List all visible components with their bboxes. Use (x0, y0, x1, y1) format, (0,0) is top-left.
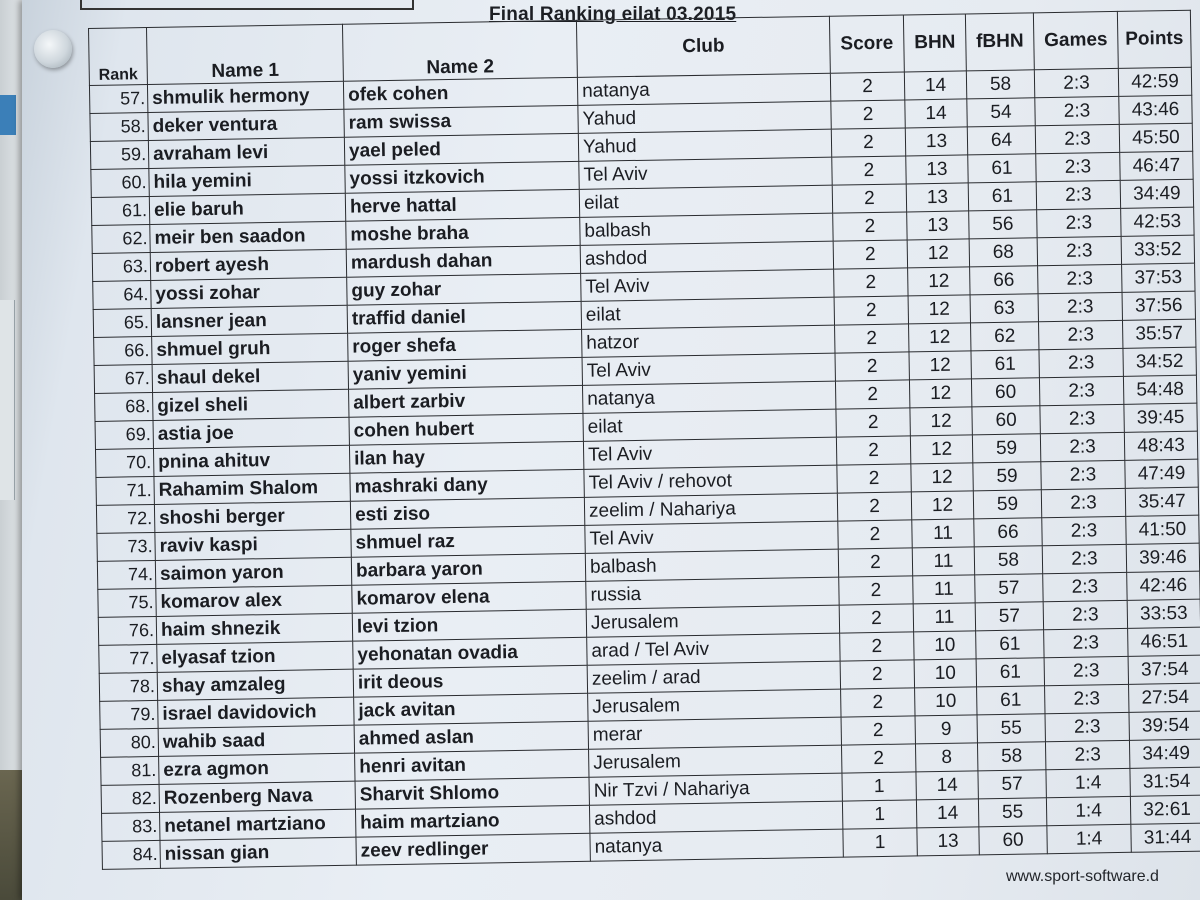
row-games: 2:3 (1038, 264, 1122, 293)
row-name1: deker ventura (148, 109, 344, 140)
board-blue-strip (0, 95, 16, 135)
row-rank: 71. (96, 476, 154, 505)
row-games: 2:3 (1045, 684, 1129, 713)
row-rank: 79. (100, 700, 158, 729)
row-name1: shay amzaleg (157, 669, 353, 700)
row-name2: ilan hay (349, 441, 583, 473)
row-points: 45:50 (1119, 123, 1192, 152)
row-name2: komarov elena (352, 581, 586, 613)
row-games: 2:3 (1044, 656, 1128, 685)
row-name1: shmulik hermony (147, 81, 343, 112)
row-games: 2:3 (1045, 712, 1129, 741)
row-fbhn: 57 (975, 602, 1043, 631)
row-score: 2 (835, 380, 909, 409)
row-score: 2 (832, 156, 906, 185)
row-name2: yehonatan ovadia (353, 637, 587, 669)
row-score: 2 (841, 744, 915, 773)
table-body (89, 67, 1200, 869)
row-bhn: 11 (912, 519, 974, 548)
row-games: 2:3 (1040, 432, 1124, 461)
row-rank: 81. (101, 756, 159, 785)
row-games: 2:3 (1045, 740, 1129, 769)
row-name1: netanel martziano (160, 809, 356, 840)
row-games: 2:3 (1039, 320, 1123, 349)
row-name2: henri avitan (355, 749, 589, 781)
row-score: 2 (841, 688, 915, 717)
row-name1: shoshi berger (154, 501, 350, 532)
row-games: 2:3 (1036, 152, 1120, 181)
row-rank: 83. (102, 812, 160, 841)
header-club: Club (576, 16, 830, 77)
row-games: 2:3 (1040, 404, 1124, 433)
row-club: natanya (577, 73, 830, 105)
row-club: Tel Aviv (582, 353, 835, 385)
row-score: 1 (842, 800, 916, 829)
row-name2: haim martziano (355, 805, 589, 837)
row-games: 2:3 (1042, 544, 1126, 573)
row-rank: 59. (90, 141, 148, 170)
row-fbhn: 64 (967, 126, 1035, 155)
row-fbhn: 58 (977, 742, 1045, 771)
row-rank: 61. (91, 197, 149, 226)
header-fbhn: fBHN (965, 13, 1034, 71)
row-name1: lansner jean (151, 305, 347, 336)
row-name1: pnina ahituv (153, 445, 349, 476)
row-name1: ezra agmon (159, 753, 355, 784)
row-rank: 63. (92, 252, 150, 281)
row-score: 2 (833, 212, 907, 241)
row-club: eilat (579, 185, 832, 217)
row-bhn: 11 (913, 603, 975, 632)
page-title: Final Ranking eilat 03.2015 (489, 4, 737, 25)
row-bhn: 12 (908, 295, 970, 324)
row-bhn: 13 (906, 183, 968, 212)
row-club: hatzor (582, 325, 835, 357)
row-fbhn: 61 (968, 154, 1036, 183)
row-points: 42:59 (1118, 67, 1191, 96)
row-name1: elyasaf tzion (157, 641, 353, 672)
row-bhn: 12 (909, 351, 971, 380)
header-games: Games (1033, 11, 1118, 69)
row-fbhn: 56 (969, 210, 1037, 239)
row-games: 2:3 (1043, 600, 1127, 629)
row-points: 31:44 (1131, 823, 1200, 852)
header-bhn: BHN (903, 14, 966, 72)
row-score: 2 (838, 548, 912, 577)
row-score: 2 (840, 660, 914, 689)
row-fbhn: 58 (966, 70, 1034, 99)
row-games: 1:4 (1046, 768, 1130, 797)
board-adjacent-paper (0, 300, 15, 500)
row-score: 2 (840, 632, 914, 661)
row-games: 2:3 (1042, 516, 1126, 545)
row-fbhn: 58 (974, 546, 1042, 575)
row-name2: irit deous (353, 665, 587, 697)
row-name1: saimon yaron (155, 557, 351, 588)
row-games: 2:3 (1044, 628, 1128, 657)
row-fbhn: 61 (968, 182, 1036, 211)
row-bhn: 12 (909, 379, 971, 408)
row-club: merar (588, 717, 841, 749)
row-bhn: 11 (913, 575, 975, 604)
ranking-table (88, 10, 1200, 870)
row-name2: albert zarbiv (349, 385, 583, 417)
row-points: 34:49 (1120, 179, 1193, 208)
row-name2: roger shefa (348, 329, 582, 361)
row-score: 2 (837, 464, 911, 493)
row-club: Yahud (578, 101, 831, 133)
row-rank: 65. (93, 308, 151, 337)
row-score: 2 (833, 240, 907, 269)
row-bhn: 13 (917, 827, 979, 856)
row-name1: Rozenberg Nava (159, 781, 355, 812)
row-fbhn: 68 (969, 238, 1037, 267)
row-rank: 75. (98, 588, 156, 617)
row-games: 2:3 (1037, 208, 1121, 237)
row-bhn: 12 (908, 267, 970, 296)
row-name1: haim shnezik (156, 613, 352, 644)
row-bhn: 14 (916, 771, 978, 800)
row-rank: 72. (96, 504, 154, 533)
row-name1: wahib saad (158, 725, 354, 756)
header-score: Score (829, 15, 904, 73)
row-name2: cohen hubert (349, 413, 583, 445)
row-score: 2 (834, 296, 908, 325)
row-score: 2 (835, 324, 909, 353)
row-name2: levi tzion (352, 609, 586, 641)
footer-url: www.sport-software.d (1006, 868, 1159, 885)
row-games: 2:3 (1037, 236, 1121, 265)
row-club: eilat (583, 409, 836, 441)
row-name2: esti ziso (350, 497, 584, 529)
row-club: ashdod (589, 801, 842, 833)
row-name1: hila yemini (149, 165, 345, 196)
row-club: zeelim / Nahariya (584, 493, 837, 525)
row-name1: Rahamim Shalom (154, 473, 350, 504)
row-points: 39:45 (1124, 403, 1197, 432)
row-rank: 82. (101, 784, 159, 813)
row-points: 33:52 (1121, 235, 1194, 264)
row-name2: ahmed aslan (354, 721, 588, 753)
row-points: 34:49 (1129, 739, 1200, 768)
row-fbhn: 60 (979, 826, 1047, 855)
row-club: Tel Aviv (583, 437, 836, 469)
row-games: 2:3 (1035, 96, 1119, 125)
row-rank: 57. (89, 85, 147, 114)
row-name1: robert ayesh (150, 249, 346, 280)
row-games: 2:3 (1035, 124, 1119, 153)
row-name1: avraham levi (148, 137, 344, 168)
row-fbhn: 59 (973, 490, 1041, 519)
row-points: 42:53 (1121, 207, 1194, 236)
row-bhn: 10 (914, 659, 976, 688)
row-rank: 66. (94, 336, 152, 365)
row-club: zeelim / arad (587, 661, 840, 693)
row-fbhn: 57 (975, 574, 1043, 603)
row-club: balbash (580, 213, 833, 245)
row-fbhn: 61 (977, 686, 1045, 715)
row-points: 48:43 (1124, 431, 1197, 460)
row-bhn: 10 (915, 687, 977, 716)
row-points: 54:48 (1123, 375, 1196, 404)
row-score: 2 (838, 520, 912, 549)
row-fbhn: 61 (976, 630, 1044, 659)
row-club: eilat (581, 297, 834, 329)
row-club: russia (586, 577, 839, 609)
row-club: balbash (585, 549, 838, 581)
row-name1: shmuel gruh (152, 333, 348, 364)
row-games: 2:3 (1043, 572, 1127, 601)
row-points: 37:56 (1122, 291, 1195, 320)
row-fbhn: 61 (976, 658, 1044, 687)
header-name1: Name 1 (147, 24, 344, 84)
row-games: 2:3 (1041, 460, 1125, 489)
row-games: 1:4 (1047, 824, 1131, 853)
row-bhn: 13 (905, 127, 967, 156)
row-name2: herve hattal (345, 189, 579, 221)
row-games: 2:3 (1038, 292, 1122, 321)
row-score: 2 (831, 100, 905, 129)
row-score: 2 (837, 492, 911, 521)
row-games: 2:3 (1041, 488, 1125, 517)
row-club: arad / Tel Aviv (587, 633, 840, 665)
row-club: natanya (582, 381, 835, 413)
row-name2: zeev redlinger (356, 833, 590, 865)
row-bhn: 12 (909, 323, 971, 352)
row-rank: 62. (92, 225, 150, 254)
row-games: 1:4 (1046, 796, 1130, 825)
row-name1: shaul dekel (152, 361, 348, 392)
row-name1: elie baruh (149, 193, 345, 224)
row-score: 2 (836, 436, 910, 465)
header-points: Points (1117, 10, 1191, 68)
row-name2: yaniv yemini (348, 357, 582, 389)
row-name2: mashraki dany (350, 469, 584, 501)
row-bhn: 12 (910, 435, 972, 464)
row-score: 2 (832, 184, 906, 213)
row-name2: yael peled (344, 133, 578, 165)
row-points: 46:51 (1128, 627, 1200, 656)
row-name1: nissan gian (160, 837, 356, 868)
row-fbhn: 60 (972, 406, 1040, 435)
row-fbhn: 62 (971, 322, 1039, 351)
row-score: 2 (841, 716, 915, 745)
row-games: 2:3 (1034, 68, 1118, 97)
row-bhn: 14 (905, 99, 967, 128)
row-name2: moshe braha (346, 217, 580, 249)
row-fbhn: 57 (978, 770, 1046, 799)
row-name2: ram swissa (344, 105, 578, 137)
row-fbhn: 59 (972, 434, 1040, 463)
row-club: Tel Aviv (585, 521, 838, 553)
row-bhn: 12 (911, 463, 973, 492)
row-club: Jerusalem (588, 689, 841, 721)
row-games: 2:3 (1036, 180, 1120, 209)
top-frame-fragment (80, 0, 414, 10)
row-fbhn: 54 (967, 98, 1035, 127)
row-name2: barbara yaron (351, 553, 585, 585)
row-points: 47:49 (1125, 459, 1198, 488)
row-fbhn: 60 (971, 378, 1039, 407)
row-name2: mardush dahan (346, 245, 580, 277)
row-bhn: 14 (904, 71, 966, 100)
row-fbhn: 55 (977, 714, 1045, 743)
row-points: 31:54 (1130, 767, 1200, 796)
row-rank: 70. (95, 448, 153, 477)
header-rank: Rank (89, 28, 148, 86)
row-club: Tel Aviv (579, 157, 832, 189)
row-bhn: 12 (911, 491, 973, 520)
row-points: 33:53 (1127, 599, 1200, 628)
row-rank: 76. (98, 616, 156, 645)
row-bhn: 10 (914, 631, 976, 660)
row-club: Jerusalem (589, 745, 842, 777)
row-name2: yossi itzkovich (345, 161, 579, 193)
ranking-table-wrapper (88, 10, 1200, 868)
row-name1: meir ben saadon (150, 221, 346, 252)
row-name1: israel davidovich (158, 697, 354, 728)
header-name2: Name 2 (342, 20, 577, 81)
row-name2: traffid daniel (347, 301, 581, 333)
row-points: 37:53 (1122, 263, 1195, 292)
row-points: 27:54 (1129, 683, 1200, 712)
row-bhn: 11 (912, 547, 974, 576)
row-club: Yahud (578, 129, 831, 161)
row-score: 2 (839, 576, 913, 605)
row-fbhn: 63 (970, 294, 1038, 323)
row-score: 2 (831, 128, 905, 157)
row-rank: 78. (99, 672, 157, 701)
row-fbhn: 55 (978, 798, 1046, 827)
row-points: 39:46 (1126, 543, 1199, 572)
row-name2: jack avitan (354, 693, 588, 725)
row-score: 2 (839, 604, 913, 633)
row-points: 35:57 (1122, 319, 1195, 348)
row-bhn: 13 (906, 155, 968, 184)
row-score: 2 (830, 72, 904, 101)
row-bhn: 13 (907, 211, 969, 240)
row-points: 37:54 (1128, 655, 1200, 684)
row-name1: raviv kaspi (155, 529, 351, 560)
push-pin-icon (34, 30, 72, 68)
row-rank: 68. (95, 392, 153, 421)
row-name2: ofek cohen (343, 77, 577, 109)
row-points: 32:61 (1130, 795, 1200, 824)
row-points: 39:54 (1129, 711, 1200, 740)
row-rank: 60. (91, 169, 149, 198)
row-name1: yossi zohar (151, 277, 347, 308)
row-rank: 69. (95, 420, 153, 449)
row-club: ashdod (580, 241, 833, 273)
row-points: 41:50 (1126, 515, 1199, 544)
row-rank: 74. (97, 560, 155, 589)
row-rank: 73. (97, 532, 155, 561)
row-bhn: 12 (910, 407, 972, 436)
row-club: Nir Tzvi / Nahariya (589, 773, 842, 805)
row-name2: shmuel raz (351, 525, 585, 557)
row-points: 46:47 (1120, 151, 1193, 180)
row-rank: 84. (102, 840, 160, 869)
row-bhn: 9 (915, 715, 977, 744)
row-club: natanya (590, 829, 843, 861)
row-bhn: 12 (907, 239, 969, 268)
row-name1: gizel sheli (153, 389, 349, 420)
row-bhn: 8 (915, 743, 977, 772)
row-bhn: 14 (916, 799, 978, 828)
row-games: 2:3 (1039, 376, 1123, 405)
row-name1: astia joe (153, 417, 349, 448)
row-score: 2 (834, 268, 908, 297)
row-name1: komarov alex (156, 585, 352, 616)
row-rank: 64. (93, 280, 151, 309)
row-fbhn: 66 (974, 518, 1042, 547)
row-fbhn: 61 (971, 350, 1039, 379)
row-rank: 80. (100, 728, 158, 757)
row-club: Tel Aviv (581, 269, 834, 301)
row-name2: guy zohar (347, 273, 581, 305)
row-score: 1 (842, 772, 916, 801)
row-score: 2 (836, 408, 910, 437)
row-games: 2:3 (1039, 348, 1123, 377)
row-fbhn: 66 (970, 266, 1038, 295)
row-club: Jerusalem (586, 605, 839, 637)
row-club: Tel Aviv / rehovot (584, 465, 837, 497)
row-score: 1 (843, 828, 917, 857)
row-fbhn: 59 (973, 462, 1041, 491)
row-rank: 67. (94, 364, 152, 393)
row-points: 43:46 (1119, 95, 1192, 124)
row-rank: 77. (99, 644, 157, 673)
row-name2: Sharvit Shlomo (355, 777, 589, 809)
row-points: 42:46 (1127, 571, 1200, 600)
row-rank: 58. (90, 113, 148, 142)
row-points: 35:47 (1125, 487, 1198, 516)
row-score: 2 (835, 352, 909, 381)
row-points: 34:52 (1123, 347, 1196, 376)
